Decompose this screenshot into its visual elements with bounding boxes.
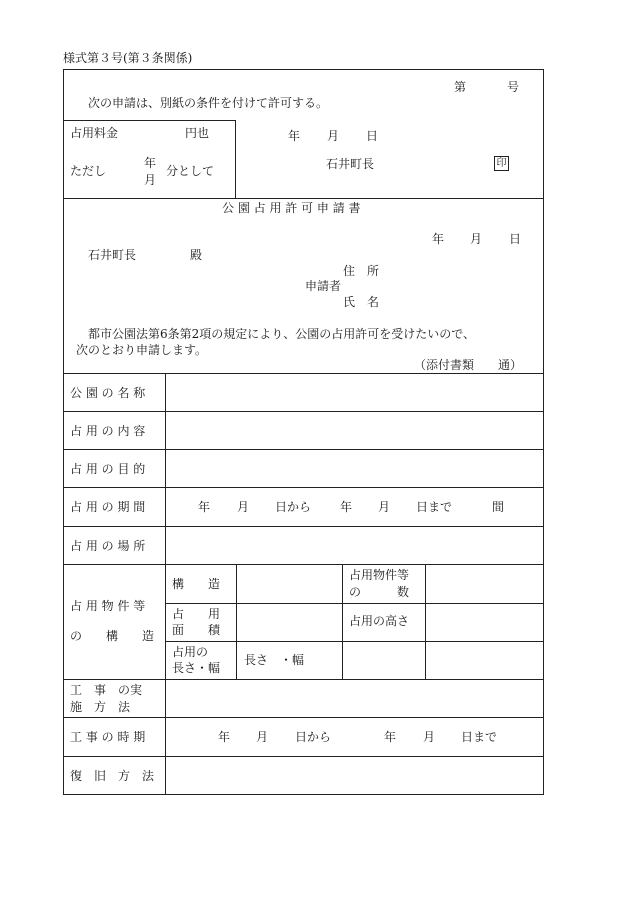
structure-length-label-1: 占用の [172, 645, 209, 659]
work-month-2: 月 [423, 730, 436, 744]
proviso-year: 年 [144, 156, 157, 170]
permit-date-day: 日 [366, 129, 379, 143]
structure-height-label: 占用の高さ [349, 614, 410, 628]
application-body-line1: 都市公園法第6条第2項の規定により、公園の占用許可を受けたいので、 [88, 327, 476, 341]
row-label-structure-2: の 構 造 [70, 629, 155, 643]
permit-number-dai: 第 [454, 80, 467, 94]
row-label-place: 占 用 の 場 所 [70, 539, 146, 553]
address-label: 住 所 [343, 264, 380, 278]
period-from: 日から [275, 500, 312, 514]
row-label-period: 占 用 の 期 間 [70, 500, 146, 514]
structure-quantity-label-2: の 数 [349, 585, 410, 599]
proviso-month: 月 [144, 173, 157, 187]
honorific: 殿 [190, 248, 203, 262]
permit-mayor: 石井町長 [326, 157, 375, 171]
period-year-1: 年 [198, 500, 211, 514]
fee-label: 占用料金 [70, 126, 119, 140]
attachments-note: （添付書類 通） [414, 358, 523, 372]
structure-length-label-2: 長さ・幅 [172, 661, 221, 675]
row-label-method-2: 施 方 法 [70, 700, 131, 714]
period-year-2: 年 [340, 500, 353, 514]
row-label-structure-1: 占 用 物 件 等 [70, 599, 146, 613]
row-label-purpose: 占 用 の 目 的 [70, 462, 146, 476]
row-label-restoration: 復 旧 方 法 [70, 769, 155, 783]
work-year-1: 年 [218, 730, 231, 744]
application-date-day: 日 [509, 232, 522, 246]
structure-area-label-1: 占 用 [172, 607, 221, 621]
proviso-per-unit: 分として [166, 164, 215, 178]
period-until: 日まで [416, 500, 453, 514]
row-label-work-period: 工 事 の 時 期 [70, 730, 146, 744]
structure-length-width: 長さ ・幅 [244, 653, 305, 667]
work-until: 日まで [461, 730, 498, 744]
permit-date-year: 年 [288, 129, 301, 143]
structure-kouzou-label: 構 造 [172, 577, 221, 591]
proviso-label: ただし [70, 164, 107, 178]
application-date-year: 年 [432, 232, 445, 246]
permit-date-month: 月 [327, 129, 340, 143]
form-number: 様式第３号(第３条関係) [63, 51, 193, 65]
period-month-2: 月 [378, 500, 391, 514]
work-month-1: 月 [256, 730, 269, 744]
application-body-line2: 次のとおり申請します。 [76, 343, 208, 357]
applicant-label: 申請者 [305, 279, 342, 293]
structure-quantity-label-1: 占用物件等 [349, 568, 410, 582]
row-label-content: 占 用 の 内 容 [70, 424, 146, 438]
structure-area-label-2: 面 積 [172, 623, 221, 637]
permit-number-go: 号 [507, 80, 520, 94]
row-label-park-name: 公 園 の 名 称 [70, 386, 146, 400]
seal-icon: 印 [494, 156, 509, 171]
permit-statement: 次の申請は、別紙の条件を付けて許可する。 [88, 96, 329, 110]
work-from: 日から [295, 730, 332, 744]
application-title: 公 園 占 用 許 可 申 請 書 [222, 201, 361, 215]
work-year-2: 年 [384, 730, 397, 744]
application-date-month: 月 [470, 232, 483, 246]
period-duration: 間 [492, 500, 505, 514]
row-label-method-1: 工 事 の実 [70, 683, 143, 697]
period-month-1: 月 [237, 500, 250, 514]
fee-unit: 円也 [185, 126, 210, 140]
addressee: 石井町長 [88, 248, 137, 262]
name-label: 氏 名 [343, 295, 380, 309]
